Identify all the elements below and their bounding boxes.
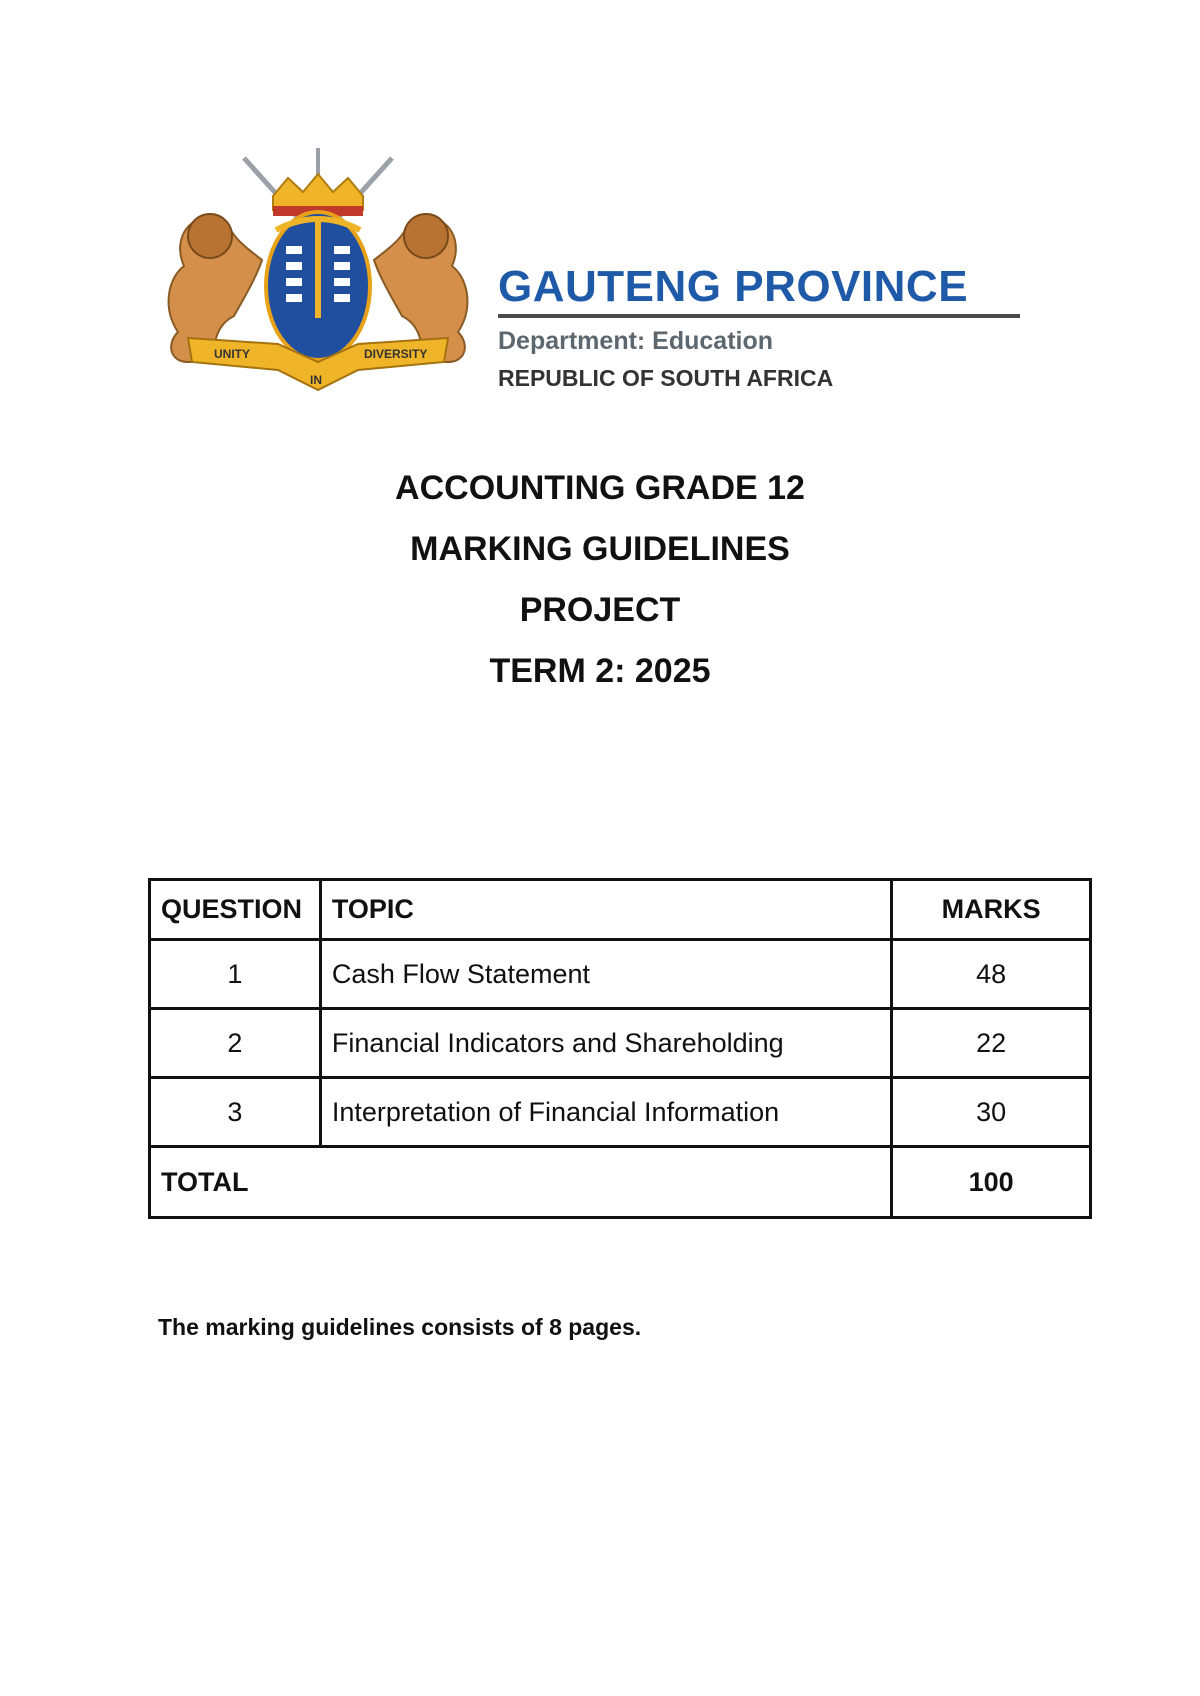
header-question: QUESTION bbox=[150, 880, 321, 940]
row-question: 3 bbox=[150, 1078, 321, 1147]
row-question: 1 bbox=[150, 940, 321, 1009]
title-term: TERM 2: 2025 bbox=[489, 652, 711, 690]
document-title bbox=[0, 458, 1200, 702]
coat-of-arms-icon bbox=[148, 148, 488, 398]
country-line: REPUBLIC OF SOUTH AFRICA bbox=[498, 365, 834, 391]
row-marks: 30 bbox=[892, 1078, 1091, 1147]
table-header-row bbox=[150, 880, 1091, 940]
header-marks: MARKS bbox=[892, 880, 1091, 940]
table-row bbox=[150, 1078, 1091, 1147]
row-marks: 48 bbox=[892, 940, 1091, 1009]
row-question: 2 bbox=[150, 1009, 321, 1078]
department-line: Department: Education bbox=[498, 327, 774, 355]
province-title: GAUTENG PROVINCE bbox=[498, 262, 969, 311]
province-divider bbox=[498, 314, 1020, 318]
ribbon-text-diversity: DIVERSITY bbox=[364, 347, 428, 361]
total-marks: 100 bbox=[892, 1147, 1091, 1218]
total-label: TOTAL bbox=[150, 1147, 892, 1218]
table-row bbox=[150, 1009, 1091, 1078]
table-total-row bbox=[150, 1147, 1091, 1218]
page-count-note: The marking guidelines consists of 8 pages. bbox=[158, 1314, 642, 1340]
ribbon-text-in: IN bbox=[310, 373, 322, 387]
header-topic: TOPIC bbox=[320, 880, 891, 940]
row-topic: Interpretation of Financial Information bbox=[320, 1078, 891, 1147]
row-topic: Financial Indicators and Shareholding bbox=[320, 1009, 891, 1078]
row-marks: 22 bbox=[892, 1009, 1091, 1078]
ribbon-text-unity: UNITY bbox=[214, 347, 250, 361]
table-row bbox=[150, 940, 1091, 1009]
province-header bbox=[498, 262, 1038, 392]
marks-table bbox=[148, 878, 1092, 1219]
title-task: PROJECT bbox=[519, 591, 681, 629]
title-subject: ACCOUNTING GRADE 12 bbox=[395, 469, 805, 507]
title-type: MARKING GUIDELINES bbox=[410, 530, 790, 568]
row-topic: Cash Flow Statement bbox=[320, 940, 891, 1009]
